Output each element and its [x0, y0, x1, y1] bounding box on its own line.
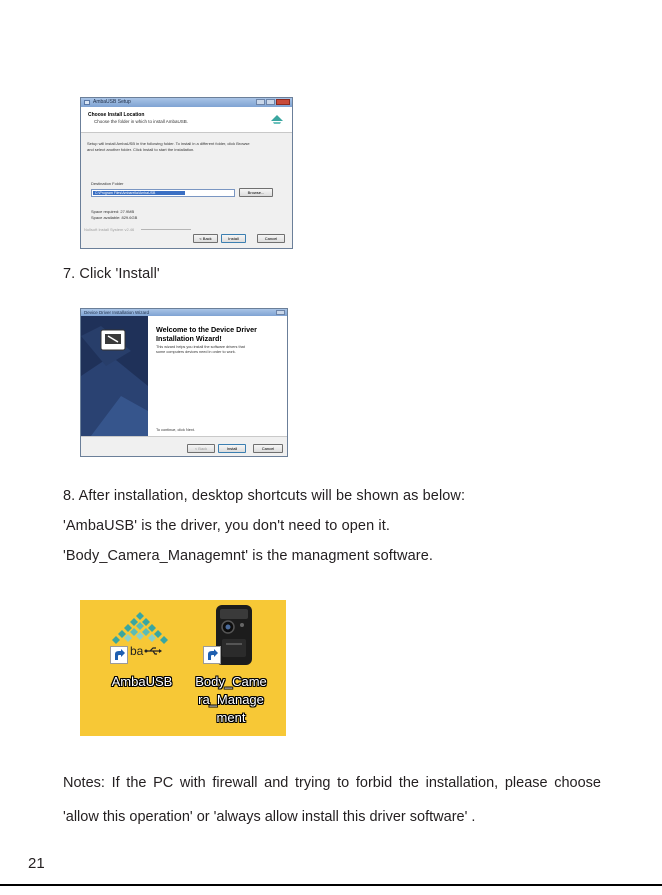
wizard-desc-line2: some computers devices need in order to work.	[156, 350, 236, 354]
setup-body	[81, 133, 292, 249]
installer-brand-text: Nullsoft Install System v2.46	[84, 227, 135, 232]
app-icon	[84, 100, 90, 105]
ambausb-logo-icon	[110, 612, 170, 646]
close-icon[interactable]	[276, 310, 285, 315]
setup-header-title: Choose Install Location	[88, 112, 145, 118]
wizard-install-button[interactable]: Install	[218, 444, 246, 453]
window-controls	[256, 99, 290, 105]
wizard-heading-line2: Installation Wizard!	[156, 333, 222, 343]
wizard-heading-line1: Welcome to the Device Driver	[156, 325, 257, 334]
destination-folder-label: Destination Folder	[91, 181, 124, 186]
body-label-line3: ment	[216, 710, 246, 725]
wizard-footer	[81, 436, 287, 456]
space-required-text: Space required: 27.9MB	[91, 209, 135, 214]
ambausb-setup-screenshot	[80, 97, 293, 249]
step-7-text: 7. Click 'Install'	[63, 266, 160, 282]
page-number: 21	[28, 855, 45, 872]
wizard-description	[156, 345, 245, 355]
footer-divider	[141, 229, 191, 230]
ambausb-icon-text: ba	[130, 644, 144, 658]
body-camera-shortcut-label[interactable]	[186, 675, 276, 724]
wizard-cancel-button[interactable]: Cancel	[253, 444, 283, 453]
wizard-back-button[interactable]: < Back	[187, 444, 215, 453]
wizard-side-banner	[81, 316, 148, 436]
body-label-line1: Body_Came	[195, 674, 267, 689]
step-8-text: 8. After installation, desktop shortcuts will be shown as below:	[63, 488, 466, 504]
browse-button[interactable]: Browse...	[239, 188, 273, 197]
destination-folder-input[interactable]	[91, 189, 235, 197]
shortcut-arrow-icon	[110, 646, 128, 664]
driver-wizard-screenshot	[80, 308, 288, 457]
notes-paragraph: Notes: If the PC with firewall and trying to forbid the installation, please choose 'allow this operation' or 'always allow install this driver software' .	[63, 775, 601, 825]
usb-icon	[144, 646, 162, 656]
setup-body-line2: and select another folder. Click Install to start the installation.	[87, 147, 195, 152]
body-camera-software-note: 'Body_Camera_Managemnt' is the managment software.	[63, 548, 433, 564]
setup-header	[81, 107, 292, 133]
minimize-icon[interactable]	[256, 99, 265, 105]
setup-install-button[interactable]: Install	[221, 234, 246, 243]
setup-header-subtitle: Choose the folder in which to install AmbaUSB.	[94, 119, 189, 124]
setup-body-line1: Setup will install AmbaUSB in the following folder. To install in a different folder, click Browse	[87, 141, 250, 146]
maximize-icon[interactable]	[266, 99, 275, 105]
destination-folder-value: C:\Program Files\Ambarella\AmbaUSB	[95, 191, 156, 195]
ambausb-driver-note: 'AmbaUSB' is the driver, you don't need to open it.	[63, 518, 390, 534]
setup-back-button[interactable]: < Back	[193, 234, 218, 243]
wizard-desc-line1: This wizard helps you install the software drivers that	[156, 345, 245, 349]
banner-graphic-icon	[81, 316, 148, 436]
close-icon[interactable]	[276, 99, 290, 105]
setup-cancel-button[interactable]: Cancel	[257, 234, 285, 243]
wizard-titlebar	[81, 309, 287, 316]
desktop-shortcuts-screenshot	[80, 600, 286, 736]
setup-window-title: AmbaUSB Setup	[93, 99, 131, 105]
wizard-window-title: Device Driver Installation Wizard	[84, 310, 150, 315]
ambausb-shortcut-label[interactable]: AmbaUSB	[111, 674, 173, 689]
wizard-heading	[156, 326, 257, 343]
bottom-rule	[0, 884, 662, 886]
amba-logo-icon	[270, 114, 284, 126]
space-available-text: Space available: 829.6GB	[91, 215, 138, 220]
setup-titlebar	[81, 98, 292, 107]
wizard-body	[81, 316, 287, 436]
body-label-line2: ra_Manage	[198, 692, 264, 707]
shortcut-arrow-icon	[203, 646, 221, 664]
wizard-continue-text: To continue, click Next.	[156, 428, 195, 432]
